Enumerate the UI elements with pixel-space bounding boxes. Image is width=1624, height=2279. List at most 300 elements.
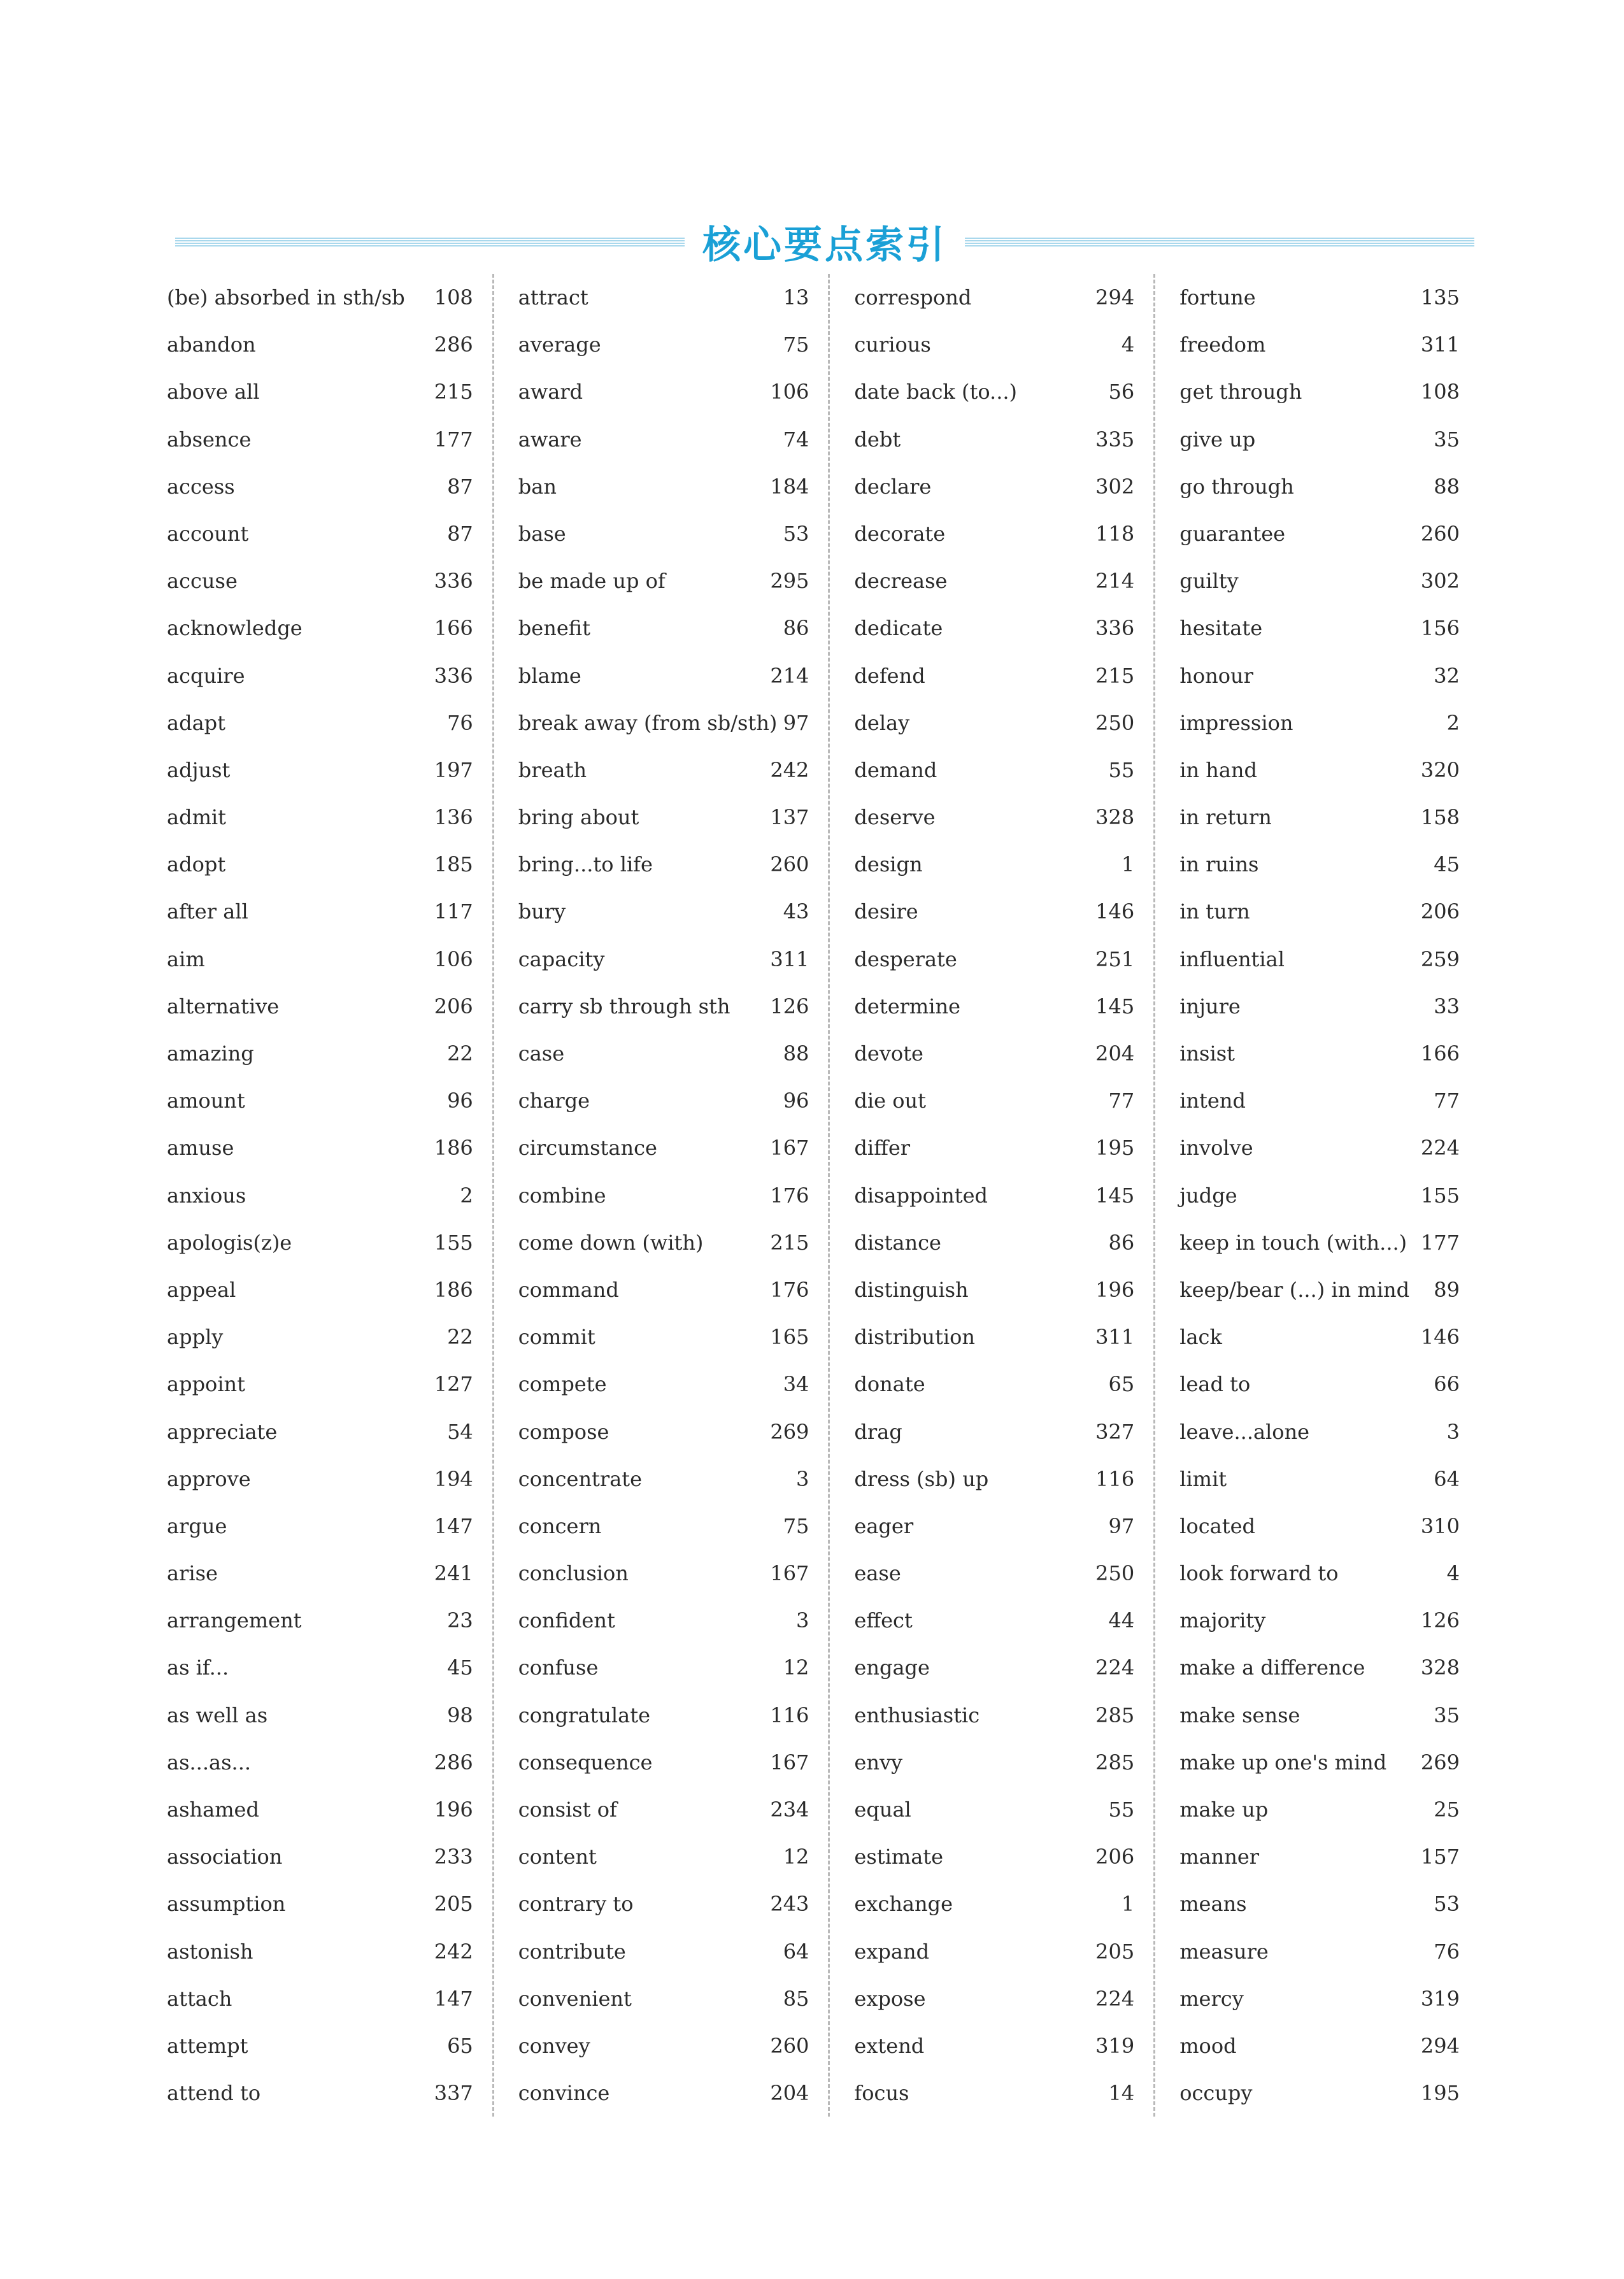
entry-page-number: 260: [1420, 521, 1460, 546]
entry-term: limit: [1179, 1466, 1227, 1491]
entry-term: extend: [854, 2033, 925, 2058]
index-entry: [518, 652, 809, 699]
entry-page-number: 65: [1108, 1372, 1135, 1397]
entry-page-number: 242: [770, 757, 809, 782]
entry-term: alternative: [167, 994, 280, 1018]
entry-page-number: 23: [447, 1608, 473, 1633]
index-entry: [518, 1597, 809, 1644]
entry-term: appoint: [167, 1372, 246, 1397]
index-entry: [518, 1266, 809, 1313]
entry-term: convenient: [518, 1986, 632, 2011]
entry-term: blame: [518, 663, 581, 688]
entry-term: decrease: [854, 569, 948, 594]
entry-page-number: 22: [447, 1041, 473, 1066]
entry-page-number: 234: [770, 1797, 809, 1822]
entry-page-number: 319: [1095, 2033, 1135, 2058]
entry-term: curious: [854, 332, 931, 357]
entry-term: association: [167, 1845, 283, 1869]
index-entry: [518, 2022, 809, 2069]
entry-term: insist: [1179, 1041, 1235, 1066]
entry-page-number: 215: [434, 380, 473, 404]
index-entry: [518, 2069, 809, 2117]
index-entry: [518, 1692, 809, 1739]
index-entry: [518, 1313, 809, 1361]
index-entry: [167, 1313, 473, 1361]
entry-page-number: 294: [1420, 2033, 1460, 2058]
entry-term: astonish: [167, 1939, 253, 1964]
entry-page-number: 311: [1095, 1325, 1135, 1350]
entry-page-number: 214: [770, 663, 809, 688]
index-entry: [1179, 1408, 1460, 1455]
index-entry: [854, 1124, 1134, 1171]
entry-page-number: 336: [1095, 616, 1135, 641]
index-entry: [1179, 1172, 1460, 1219]
index-entry: [854, 274, 1134, 321]
index-entry: [167, 274, 473, 321]
entry-term: make up one's mind: [1179, 1750, 1387, 1775]
index-entry: [167, 1030, 473, 1077]
index-entry: [1179, 1266, 1460, 1313]
entry-page-number: 88: [783, 1041, 809, 1066]
entry-term: (be) absorbed in sth/sb: [167, 285, 405, 310]
entry-term: aware: [518, 427, 582, 452]
index-entry: [518, 1455, 809, 1503]
index-entry: [1179, 1455, 1460, 1503]
entry-term: compose: [518, 1419, 609, 1444]
index-entry: [167, 1455, 473, 1503]
entry-term: estimate: [854, 1845, 944, 1869]
entry-page-number: 285: [1095, 1750, 1135, 1775]
entry-term: manner: [1179, 1845, 1260, 1869]
index-entry: [518, 1880, 809, 1927]
entry-page-number: 204: [770, 2081, 809, 2106]
entry-term: adapt: [167, 710, 225, 735]
entry-term: desperate: [854, 947, 957, 971]
entry-term: make a difference: [1179, 1655, 1365, 1680]
entry-page-number: 56: [1108, 380, 1135, 404]
entry-term: amuse: [167, 1136, 234, 1161]
index-entry: [518, 510, 809, 557]
entry-term: carry sb through sth: [518, 994, 730, 1018]
entry-page-number: 336: [434, 663, 473, 688]
index-entry: [1179, 2022, 1460, 2069]
index-entry: [1179, 699, 1460, 747]
entry-page-number: 224: [1420, 1136, 1460, 1161]
entry-page-number: 194: [434, 1466, 473, 1491]
header-rule-left: [175, 238, 685, 246]
entry-term: apply: [167, 1325, 224, 1350]
entry-page-number: 196: [1095, 1277, 1135, 1302]
index-entry: [854, 841, 1134, 888]
entry-page-number: 167: [770, 1136, 809, 1161]
index-entry: [854, 794, 1134, 841]
index-entry: [167, 1644, 473, 1691]
entry-page-number: 269: [1420, 1750, 1460, 1775]
entry-term: approve: [167, 1466, 251, 1491]
entry-page-number: 86: [1108, 1230, 1135, 1255]
index-entry: [518, 1030, 809, 1077]
index-entry: [854, 604, 1134, 652]
entry-term: assumption: [167, 1892, 286, 1917]
entry-page-number: 269: [770, 1419, 809, 1444]
entry-term: look forward to: [1179, 1561, 1339, 1586]
entry-term: mercy: [1179, 1986, 1244, 2011]
index-entry: [518, 604, 809, 652]
entry-term: drag: [854, 1419, 902, 1444]
entry-term: dress (sb) up: [854, 1466, 989, 1491]
entry-term: adopt: [167, 852, 226, 877]
entry-term: ashamed: [167, 1797, 259, 1822]
entry-term: contrary to: [518, 1892, 634, 1917]
entry-term: case: [518, 1041, 565, 1066]
entry-page-number: 116: [1095, 1466, 1135, 1491]
index-entry: [1179, 1077, 1460, 1124]
entry-page-number: 88: [1434, 474, 1460, 499]
entry-page-number: 295: [770, 569, 809, 594]
index-entry: [854, 888, 1134, 935]
entry-term: concentrate: [518, 1466, 643, 1491]
index-entry: [854, 747, 1134, 794]
index-entry: [1179, 463, 1460, 510]
index-entry: [518, 1833, 809, 1880]
entry-term: in turn: [1179, 899, 1250, 924]
entry-term: admit: [167, 805, 226, 830]
entry-page-number: 96: [783, 1089, 809, 1113]
entry-term: convey: [518, 2033, 590, 2058]
entry-page-number: 3: [1446, 1419, 1460, 1444]
entry-term: influential: [1179, 947, 1285, 971]
entry-term: occupy: [1179, 2081, 1253, 2106]
entry-page-number: 14: [1108, 2081, 1135, 2106]
index-entry: [518, 794, 809, 841]
entry-term: disappointed: [854, 1183, 988, 1208]
index-entry: [854, 510, 1134, 557]
index-entry: [1179, 1975, 1460, 2022]
entry-term: keep in touch (with...): [1179, 1230, 1407, 1255]
index-entry: [1179, 557, 1460, 604]
entry-page-number: 97: [1108, 1513, 1135, 1538]
index-entry: [518, 1361, 809, 1408]
entry-term: freedom: [1179, 332, 1266, 357]
entry-term: ban: [518, 474, 557, 499]
index-entry: [854, 1361, 1134, 1408]
entry-page-number: 3: [796, 1608, 809, 1633]
entry-page-number: 76: [447, 710, 473, 735]
entry-term: die out: [854, 1089, 926, 1113]
index-entry: [854, 368, 1134, 415]
entry-page-number: 77: [1434, 1089, 1460, 1113]
index-entry: [167, 1361, 473, 1408]
index-entry: [854, 1833, 1134, 1880]
entry-term: design: [854, 852, 923, 877]
index-entry: [518, 368, 809, 415]
entry-term: amount: [167, 1089, 245, 1113]
index-entry: [1179, 1644, 1460, 1691]
entry-term: consist of: [518, 1797, 617, 1822]
header-rule-right: [965, 238, 1474, 246]
index-entry: [518, 557, 809, 604]
index-entry: [854, 463, 1134, 510]
entry-term: in return: [1179, 805, 1272, 830]
entry-page-number: 2: [460, 1183, 473, 1208]
index-entry: [854, 557, 1134, 604]
entry-page-number: 66: [1434, 1372, 1460, 1397]
index-entry: [167, 1786, 473, 1833]
entry-page-number: 204: [1095, 1041, 1135, 1066]
index-entry: [1179, 1597, 1460, 1644]
entry-page-number: 327: [1095, 1419, 1135, 1444]
index-entry: [854, 1266, 1134, 1313]
entry-page-number: 126: [1420, 1608, 1460, 1633]
entry-page-number: 146: [1095, 899, 1135, 924]
index-entry: [518, 1739, 809, 1786]
entry-page-number: 260: [770, 852, 809, 877]
entry-page-number: 118: [1095, 521, 1135, 546]
entry-term: benefit: [518, 616, 590, 641]
entry-page-number: 35: [1434, 1703, 1460, 1727]
index-entry: [854, 1503, 1134, 1550]
entry-term: declare: [854, 474, 932, 499]
entry-term: conclusion: [518, 1561, 629, 1586]
entry-term: adjust: [167, 757, 231, 782]
entry-term: combine: [518, 1183, 606, 1208]
entry-term: make sense: [1179, 1703, 1300, 1727]
entry-term: as well as: [167, 1703, 268, 1727]
entry-term: average: [518, 332, 601, 357]
index-entry: [854, 1597, 1134, 1644]
entry-term: break away (from sb/sth): [518, 710, 778, 735]
entry-term: acquire: [167, 663, 245, 688]
index-entry: [167, 1928, 473, 1975]
entry-term: confident: [518, 1608, 615, 1633]
entry-page-number: 215: [1095, 663, 1135, 688]
entry-page-number: 45: [447, 1655, 473, 1680]
entry-term: focus: [854, 2081, 909, 2106]
entry-page-number: 53: [783, 521, 809, 546]
entry-page-number: 22: [447, 1325, 473, 1350]
index-entry: [167, 699, 473, 747]
index-entry: [1179, 652, 1460, 699]
index-entry: [1179, 368, 1460, 415]
index-entry: [518, 936, 809, 983]
entry-page-number: 165: [770, 1325, 809, 1350]
index-entry: [167, 1172, 473, 1219]
entry-term: lead to: [1179, 1372, 1251, 1397]
entry-term: defend: [854, 663, 925, 688]
entry-page-number: 206: [1420, 899, 1460, 924]
entry-term: donate: [854, 1372, 925, 1397]
entry-term: circumstance: [518, 1136, 657, 1161]
index-entry: [854, 1644, 1134, 1691]
entry-page-number: 127: [434, 1372, 473, 1397]
index-entry: [518, 1077, 809, 1124]
entry-page-number: 224: [1095, 1655, 1135, 1680]
entry-page-number: 336: [434, 569, 473, 594]
entry-page-number: 35: [1434, 427, 1460, 452]
index-entry: [167, 1739, 473, 1786]
index-entry: [1179, 274, 1460, 321]
entry-term: leave...alone: [1179, 1419, 1310, 1444]
entry-page-number: 116: [770, 1703, 809, 1727]
index-entry: [518, 321, 809, 368]
entry-page-number: 147: [434, 1986, 473, 2011]
index-entry: [1179, 1313, 1460, 1361]
entry-term: compete: [518, 1372, 607, 1397]
entry-term: as if...: [167, 1655, 229, 1680]
index-entry: [1179, 1030, 1460, 1077]
entry-page-number: 177: [434, 427, 473, 452]
index-entry: [854, 1786, 1134, 1833]
entry-term: injure: [1179, 994, 1241, 1018]
entry-term: capacity: [518, 947, 605, 971]
entry-term: intend: [1179, 1089, 1246, 1113]
entry-term: mood: [1179, 2033, 1237, 2058]
index-entry: [167, 1408, 473, 1455]
entry-term: measure: [1179, 1939, 1269, 1964]
index-entry: [854, 321, 1134, 368]
entry-term: desire: [854, 899, 918, 924]
entry-term: apologis(z)e: [167, 1230, 292, 1255]
entry-page-number: 1: [1121, 852, 1135, 877]
index-entry: [167, 1503, 473, 1550]
entry-page-number: 260: [770, 2033, 809, 2058]
entry-term: after all: [167, 899, 248, 924]
index-entry: [1179, 936, 1460, 983]
index-entry: [1179, 321, 1460, 368]
entry-page-number: 25: [1434, 1797, 1460, 1822]
entry-term: majority: [1179, 1608, 1266, 1633]
entry-page-number: 106: [770, 380, 809, 404]
entry-term: attach: [167, 1986, 232, 2011]
index-entry: [1179, 983, 1460, 1030]
entry-term: equal: [854, 1797, 911, 1822]
index-entry: [167, 888, 473, 935]
entry-page-number: 2: [1446, 710, 1460, 735]
entry-term: congratulate: [518, 1703, 651, 1727]
entry-page-number: 155: [434, 1230, 473, 1255]
entry-page-number: 195: [1420, 2081, 1460, 2106]
index-entry: [167, 652, 473, 699]
entry-page-number: 13: [783, 285, 809, 310]
index-entry: [854, 1975, 1134, 2022]
index-entry: [167, 1975, 473, 2022]
entry-term: bring about: [518, 805, 639, 830]
index-entry: [518, 416, 809, 463]
entry-page-number: 145: [1095, 1183, 1135, 1208]
entry-term: involve: [1179, 1136, 1253, 1161]
entry-page-number: 43: [783, 899, 809, 924]
index-entry: [854, 416, 1134, 463]
entry-term: means: [1179, 1892, 1247, 1917]
index-column-4: [1153, 274, 1479, 2117]
entry-term: expand: [854, 1939, 930, 1964]
entry-page-number: 126: [770, 994, 809, 1018]
entry-page-number: 108: [1420, 380, 1460, 404]
index-entry: [518, 1550, 809, 1597]
entry-term: as...as...: [167, 1750, 252, 1775]
entry-term: date back (to...): [854, 380, 1018, 404]
entry-page-number: 205: [1095, 1939, 1135, 1964]
entry-term: expose: [854, 1986, 926, 2011]
index-entry: [518, 1408, 809, 1455]
entry-page-number: 167: [770, 1750, 809, 1775]
entry-term: dedicate: [854, 616, 943, 641]
entry-page-number: 243: [770, 1892, 809, 1917]
entry-page-number: 250: [1095, 710, 1135, 735]
entry-term: concern: [518, 1513, 602, 1538]
entry-page-number: 186: [434, 1277, 473, 1302]
index-entry: [1179, 510, 1460, 557]
index-entry: [854, 983, 1134, 1030]
index-entry: [518, 1124, 809, 1171]
entry-term: hesitate: [1179, 616, 1263, 641]
entry-page-number: 197: [434, 757, 473, 782]
entry-page-number: 294: [1095, 285, 1135, 310]
index-entry: [167, 1880, 473, 1927]
entry-page-number: 335: [1095, 427, 1135, 452]
entry-page-number: 98: [447, 1703, 473, 1727]
entry-page-number: 87: [447, 521, 473, 546]
index-entry: [167, 1219, 473, 1266]
entry-page-number: 259: [1420, 947, 1460, 971]
index-entry: [167, 1266, 473, 1313]
index-entry: [167, 368, 473, 415]
index-entry: [1179, 1739, 1460, 1786]
entry-page-number: 45: [1434, 852, 1460, 877]
entry-term: attract: [518, 285, 588, 310]
index-entry: [1179, 794, 1460, 841]
entry-term: attempt: [167, 2033, 248, 2058]
index-entry: [854, 1172, 1134, 1219]
entry-term: convince: [518, 2081, 610, 2106]
entry-page-number: 117: [434, 899, 473, 924]
entry-term: distribution: [854, 1325, 975, 1350]
entry-term: command: [518, 1277, 619, 1302]
entry-page-number: 86: [783, 616, 809, 641]
entry-term: make up: [1179, 1797, 1269, 1822]
entry-page-number: 89: [1434, 1277, 1460, 1302]
index-entry: [167, 841, 473, 888]
entry-term: correspond: [854, 285, 972, 310]
index-entry: [1179, 1833, 1460, 1880]
index-entry: [854, 1077, 1134, 1124]
index-entry: [518, 1644, 809, 1691]
entry-page-number: 64: [783, 1939, 809, 1964]
entry-page-number: 1: [1121, 1892, 1135, 1917]
entry-term: debt: [854, 427, 901, 452]
entry-term: contribute: [518, 1939, 626, 1964]
entry-term: anxious: [167, 1183, 246, 1208]
index-entry: [1179, 604, 1460, 652]
index-entry: [1179, 1219, 1460, 1266]
entry-term: impression: [1179, 710, 1293, 735]
entry-term: account: [167, 521, 249, 546]
entry-term: demand: [854, 757, 937, 782]
entry-page-number: 106: [434, 947, 473, 971]
index-entry: [518, 1975, 809, 2022]
entry-page-number: 285: [1095, 1703, 1135, 1727]
index-entry: [854, 936, 1134, 983]
index-entry: [167, 321, 473, 368]
entry-page-number: 328: [1095, 805, 1135, 830]
entry-page-number: 54: [447, 1419, 473, 1444]
entry-page-number: 146: [1420, 1325, 1460, 1350]
entry-page-number: 145: [1095, 994, 1135, 1018]
entry-term: exchange: [854, 1892, 953, 1917]
entry-page-number: 87: [447, 474, 473, 499]
entry-page-number: 76: [1434, 1939, 1460, 1964]
entry-page-number: 233: [434, 1845, 473, 1869]
